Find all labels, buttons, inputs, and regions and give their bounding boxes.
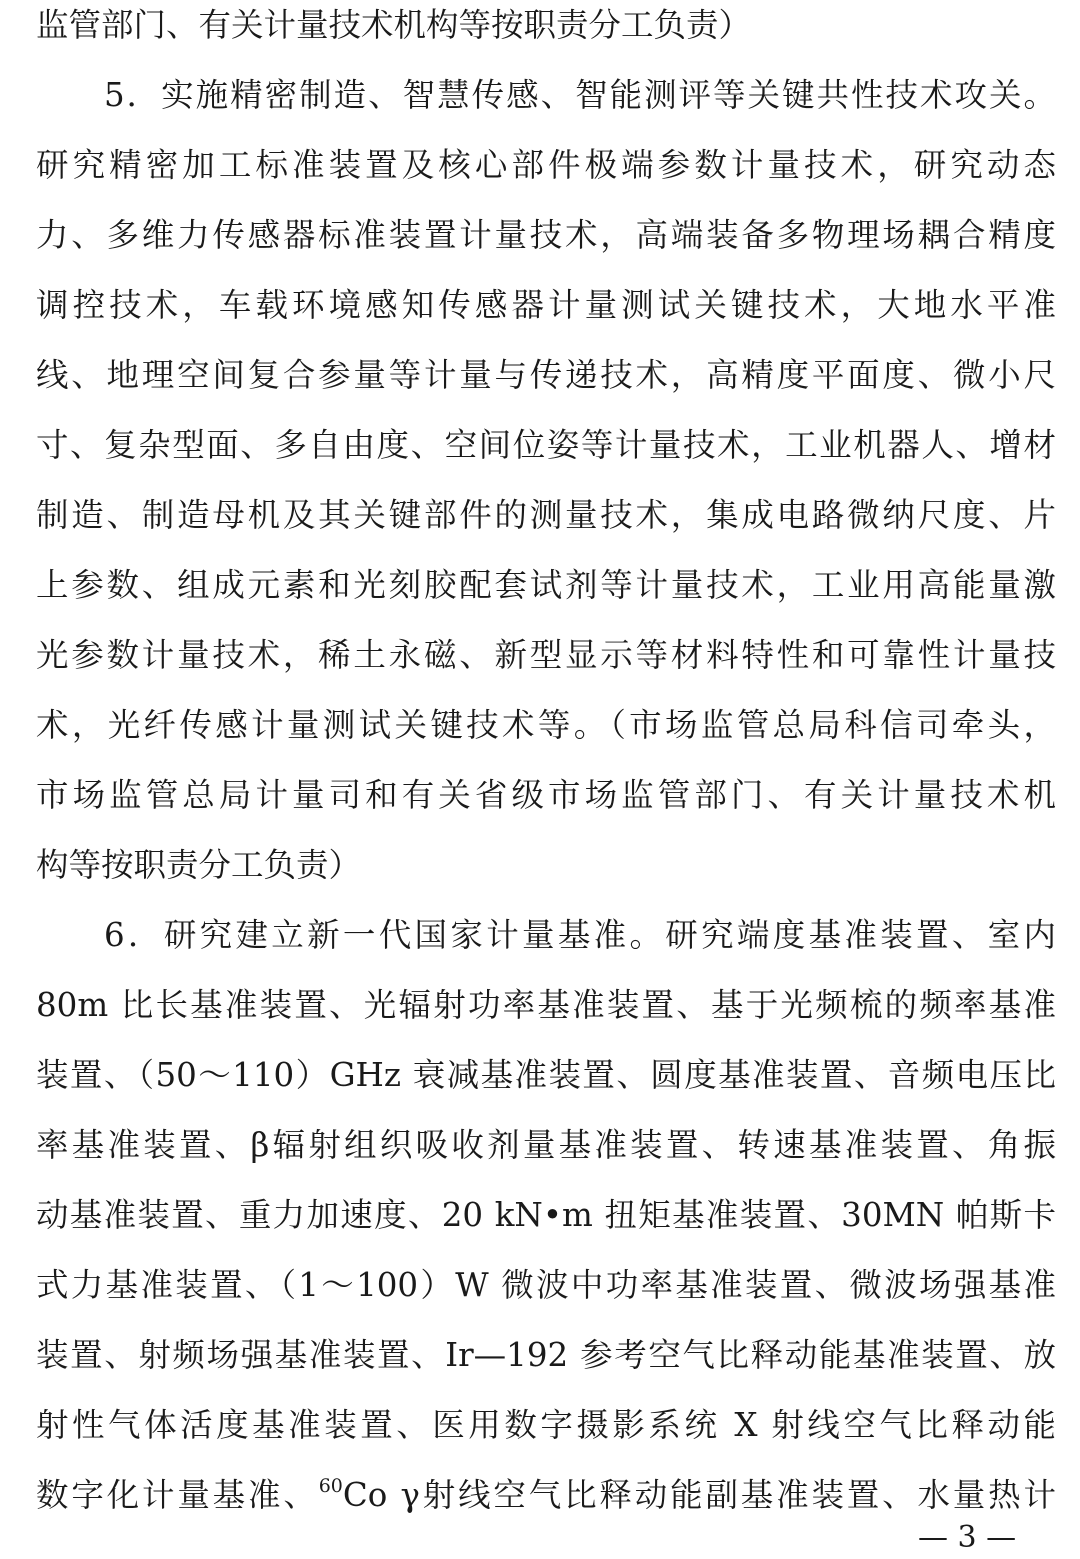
isotope-mass-number: 60 — [318, 1475, 343, 1497]
text-line-1: 监管部门、有关计量技术机构等按职责分工负责） — [36, 6, 752, 44]
document-page — [36, 0, 1056, 1559]
text-line-13: 构等按职责分工负责） — [36, 846, 362, 884]
text-line-7: 寸、复杂型面、多自由度、空间位姿等计量技术，工业机器人、增材 — [36, 426, 1056, 464]
text-line-10: 光参数计量技术，稀土永磁、新型显示等材料特性和可靠性计量技 — [36, 636, 1056, 674]
text-line-3: 研究精密加工标准装置及核心部件极端参数计量技术，研究动态 — [36, 146, 1056, 184]
text-line-20: 装置、射频场强基准装置、Ir—192 参考空气比释动能基准装置、放 — [36, 1336, 1056, 1374]
text-line-12: 市场监管总局计量司和有关省级市场监管部门、有关计量技术机 — [36, 776, 1056, 814]
text-line-19: 式力基准装置、（1～100）W 微波中功率基准装置、微波场强基准 — [36, 1266, 1056, 1304]
text-line-17: 率基准装置、β辐射组织吸收剂量基准装置、转速基准装置、角振 — [36, 1126, 1056, 1164]
text-line-14: 6．研究建立新一代国家计量基准。研究端度基准装置、室内 — [104, 916, 1056, 954]
text-line-11: 术，光纤传感计量测试关键技术等。（市场监管总局科信司牵头， — [36, 706, 1056, 744]
text-line-15: 80m 比长基准装置、光辐射功率基准装置、基于光频梳的频率基准 — [36, 986, 1056, 1024]
page-number: — 3 — — [918, 1520, 1017, 1555]
text-line-18: 动基准装置、重力加速度、20 kN•m 扭矩基准装置、30MN 帕斯卡 — [36, 1196, 1056, 1234]
text-line-22-end: Co γ射线空气比释动能副基准装置、水量热计 — [342, 1476, 1056, 1514]
text-line-2: 5．实施精密制造、智慧传感、智能测评等关键共性技术攻关。 — [104, 76, 1056, 114]
text-line-5: 调控技术，车载环境感知传感器计量测试关键技术，大地水平准 — [36, 286, 1056, 324]
text-line-22 — [36, 1470, 1056, 1540]
text-line-21: 射性气体活度基准装置、医用数字摄影系统 X 射线空气比释动能 — [36, 1406, 1056, 1444]
text-line-16: 装置、（50～110）GHz 衰减基准装置、圆度基准装置、音频电压比 — [36, 1056, 1056, 1094]
text-line-8: 制造、制造母机及其关键部件的测量技术，集成电路微纳尺度、片 — [36, 496, 1056, 534]
text-line-22-start: 数字化计量基准、 — [36, 1476, 319, 1514]
text-line-9: 上参数、组成元素和光刻胶配套试剂等计量技术，工业用高能量激 — [36, 566, 1056, 604]
text-line-4: 力、多维力传感器标准装置计量技术，高端装备多物理场耦合精度 — [36, 216, 1056, 254]
text-line-6: 线、地理空间复合参量等计量与传递技术，高精度平面度、微小尺 — [36, 356, 1056, 394]
